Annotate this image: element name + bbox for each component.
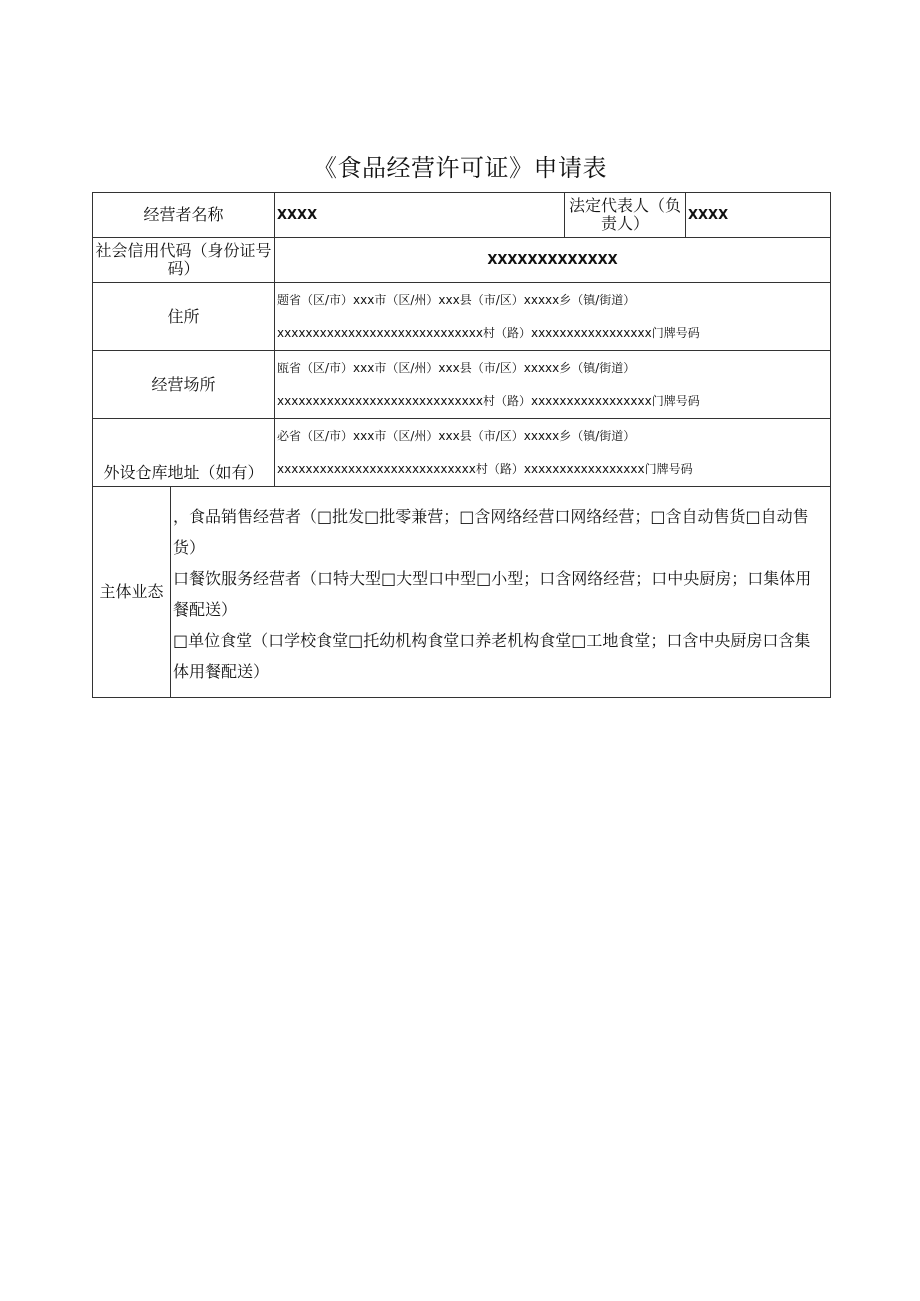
canteen-option: □单位食堂（口学校食堂□托幼机构食堂口养老机构食堂□工地食堂；口含中央厨房口含集体用餐配送） xyxy=(173,631,811,681)
residence-address-line-2: xxxxxxxxxxxxxxxxxxxxxxxxxxxxx村（路）xxxxxxxxxxxxxxxxx门牌号码 xyxy=(277,326,700,340)
legal-representative-value: XXXX xyxy=(686,193,831,238)
residence-address xyxy=(275,283,831,351)
premises-row xyxy=(93,351,831,419)
warehouse-address-line-2: xxxxxxxxxxxxxxxxxxxxxxxxxxxx村（路）xxxxxxxxxxxxxxxxx门牌号码 xyxy=(277,462,693,476)
warehouse-address xyxy=(275,419,831,487)
operator-row xyxy=(93,193,831,238)
residence-row xyxy=(93,283,831,351)
warehouse-address-line-1: 必省（区/市）xxx市（区/州）xxx县（市/区）xxxxx乡（镇/街道） xyxy=(277,429,636,443)
premises-address-line-2: xxxxxxxxxxxxxxxxxxxxxxxxxxxxx村（路）xxxxxxxxxxxxxxxxx门牌号码 xyxy=(277,394,700,408)
operator-name-label: 经营者名称 xyxy=(93,193,275,238)
business-type-label: 主体业态 xyxy=(93,487,171,698)
premises-address-line-1: 瓯省（区/市）xxx市（区/州）xxx县（市/区）xxxxx乡（镇/街道） xyxy=(277,361,636,375)
business-type-row xyxy=(93,487,831,698)
residence-address-line-1: 题省（区/市）xxx市（区/州）xxx县（市/区）xxxxx乡（镇/街道） xyxy=(277,293,636,307)
form-title: 《食品经营许可证》申请表 xyxy=(313,154,607,182)
premises-address xyxy=(275,351,831,419)
application-form-table xyxy=(92,192,831,698)
credit-code-label: 社会信用代码（身份证号码） xyxy=(93,238,275,283)
legal-representative-label: 法定代表人（负责人） xyxy=(565,193,686,238)
operator-name-value: XXXX xyxy=(275,193,565,238)
warehouse-label: 外设仓库地址（如有） xyxy=(93,419,275,487)
credit-code-value: XXXXXXXXXXXXX xyxy=(275,238,831,283)
credit-code-row xyxy=(93,238,831,283)
catering-service-option: 口餐饮服务经营者（口特大型□大型口中型□小型；口含网络经营；口中央厨房；口集体用餐配送） xyxy=(173,569,812,619)
business-type-options xyxy=(171,487,831,698)
warehouse-row xyxy=(93,419,831,487)
food-sales-option: ，食品销售经营者（□批发□批零兼营；□含网络经营口网络经营；□含自动售货□自动售货） xyxy=(173,507,809,557)
residence-label: 住所 xyxy=(93,283,275,351)
premises-label: 经营场所 xyxy=(93,351,275,419)
